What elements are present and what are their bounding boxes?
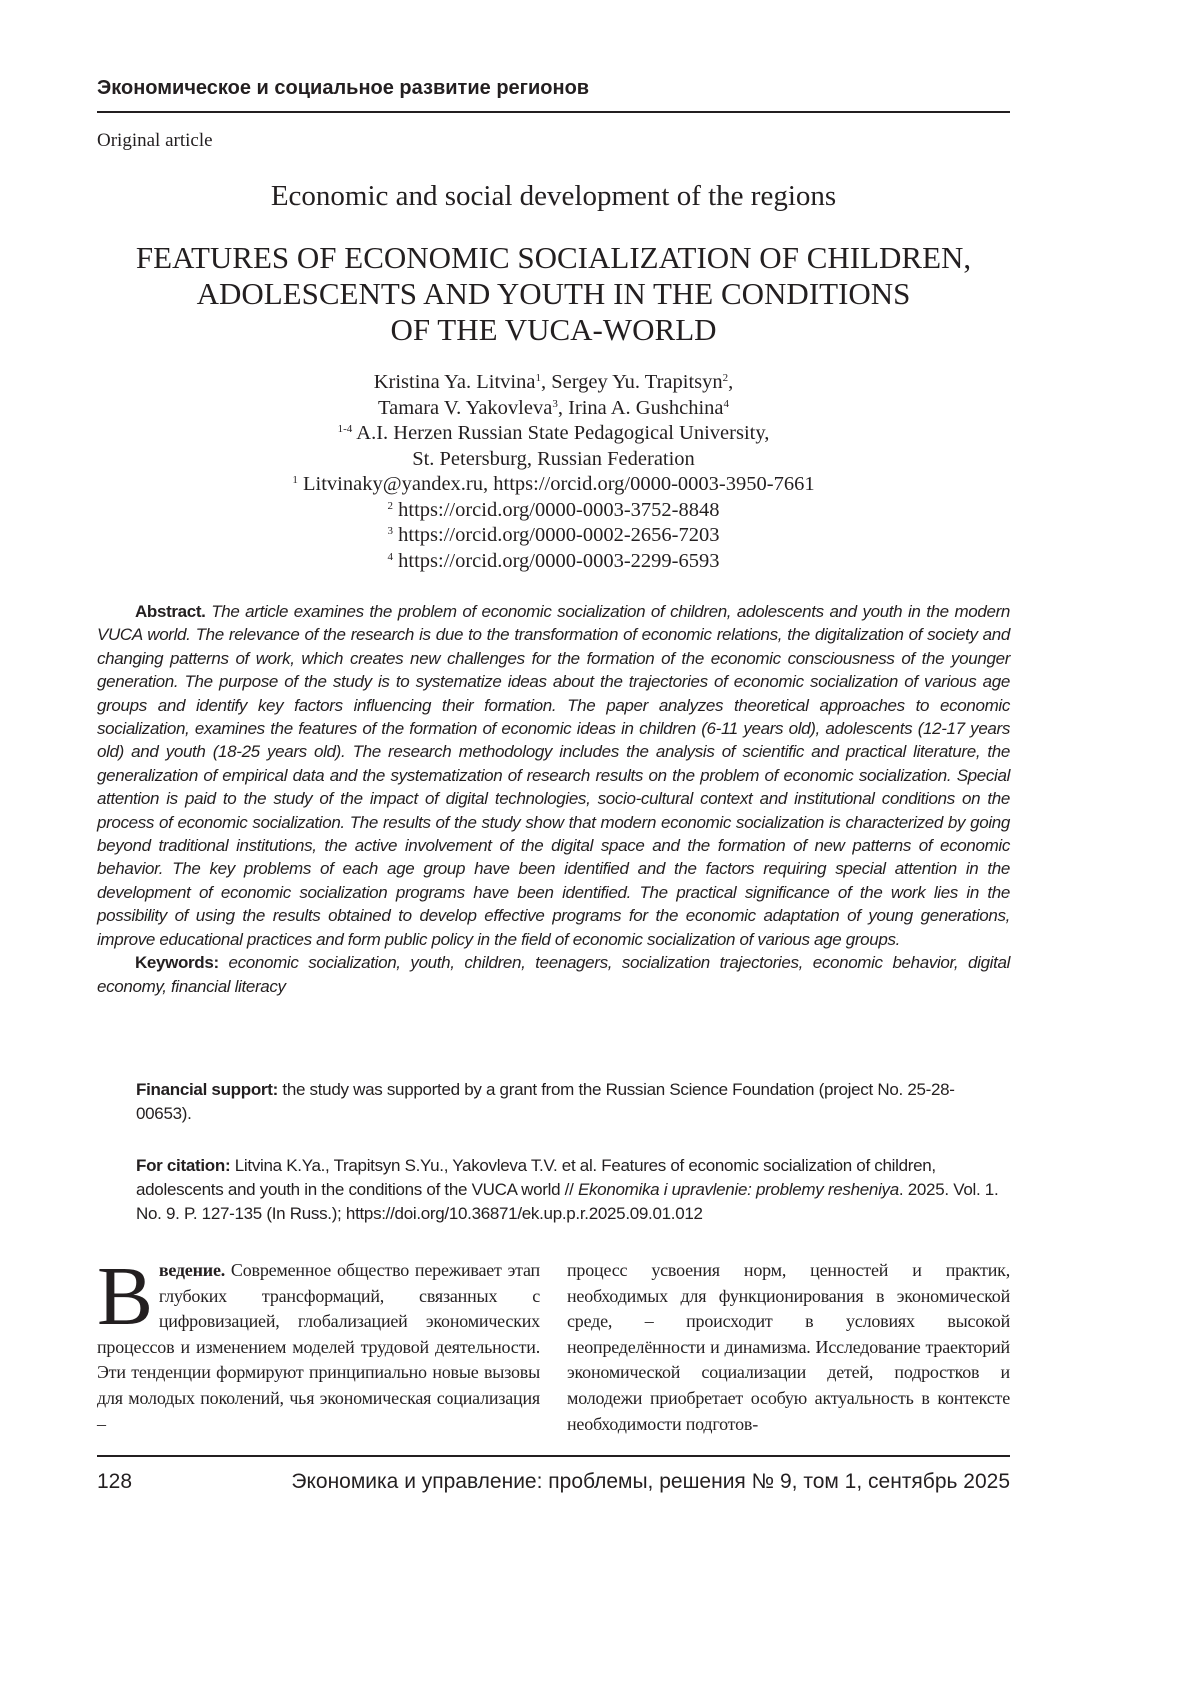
author: Sergey Yu. Trapitsyn [551, 371, 723, 393]
sup: 1 [292, 474, 298, 486]
sup: 3 [387, 525, 394, 537]
title-line: ADOLESCENTS AND YOUTH IN THE CONDITIONS [196, 276, 911, 311]
contact [0, 472, 1107, 498]
body-paragraph: Современное общество переживает этап глубоких трансформаций, связанных с цифровизацией, глобализацией экономических процессов и изменением моделей трудовой деятельности. Эти тенденции формируют принципиально новые вызовы для молодых поколений, чья экономическая социализация – [97, 1260, 540, 1434]
financial-support-label: Financial support: [136, 1080, 278, 1099]
footer-journal: Экономика и управление: проблемы, решения № 9, том 1, сентябрь 2025 [291, 1470, 1010, 1493]
running-head: Экономическое и социальное развитие регионов [97, 77, 590, 99]
financial-support [136, 1078, 1010, 1126]
orcid-link[interactable]: https://orcid.org/0000-0003-2299-6593 [398, 549, 720, 572]
authors-block [0, 370, 1107, 574]
sup: 2 [387, 499, 394, 512]
author: Kristina Ya. Litvina [373, 371, 536, 393]
financial-support-text: the study was supported by a grant from the Russian Science Foundation (project No. 25-28-00653). [136, 1080, 955, 1123]
authors-line-1: Kristina Ya. Litvina$^1$, Sergey Yu. Trapitsyn$^2$, [373, 371, 734, 393]
article-type: Original article [97, 130, 213, 151]
sup: 4 [387, 550, 394, 563]
article-title [0, 240, 1107, 348]
footer [97, 1470, 1010, 1494]
body-text [97, 1250, 1010, 1437]
title-line: FEATURES OF ECONOMIC SOCIALIZATION OF CHILDREN, [135, 240, 972, 275]
abstract [97, 600, 1010, 998]
footer-rule [97, 1455, 1010, 1457]
contact [0, 523, 1107, 549]
sup: 1-4 [337, 423, 353, 435]
affiliation-city: St. Petersburg, Russian Federation [412, 447, 695, 470]
header-rule [97, 111, 1010, 113]
authors-line-2: Tamara V. Yakovleva$^3$, Irina A. Gushchina$^4$ [378, 396, 729, 419]
keywords-label: Keywords: [135, 953, 219, 973]
keywords-text: economic socialization, youth, children, teenagers, socialization trajectories, economic behavior, digital economy, financial literacy [97, 953, 1011, 996]
sup: 4 [723, 397, 729, 410]
email-orcid-link[interactable]: Litvinaky@yandex.ru, https://orcid.org/0000-0003-3950-7661 [303, 473, 815, 495]
citation-text: Litvina K.Ya., Trapitsyn S.Yu., Yakovleva T.V. et al. Features of economic socialization of children, adolescents and youth in the conditions of the VUCA world // [136, 1156, 936, 1199]
body-column-right: процесс усвоения норм, ценностей и практик, необходимых для функционирования в экономической среде, – происходит в условиях высокой неопределённости и динамизма. Исследование траекторий экономической социализации детей, подростков и молодежи приобретает особую актуальность в контексте необходимости подготов- [567, 1260, 1010, 1434]
abstract-text: The article examines the problem of economic socialization of children, adolescents and youth in the modern VUCA world. The relevance of the research is due to the transformation of economic relations, the digitalization of society and changing patterns of work, which creates new challenges for the formation of the economic consciousness of the younger generation. The purpose of the study is to systematize ideas about the trajectories of economic socialization of various age groups and identify key factors influencing their formation. The paper analyzes theoretical approaches to economic socialization, examines the features of the formation of economic ideas in children (6-11 years old), adolescents (12-17 years old) and youth (18-25 years old). The research methodology includes the analysis of scientific and practical literature, the generalization of empirical data and the systematization of research results on the problem of economic socialization. Special attention is paid to the study of the impact of digital technologies, socio-cultural context and institutional conditions on the process of economic socialization. The results of the study show that modern economic socialization is characterized by going beyond traditional institutions, the active involvement of the digital space and the formation of new patterns of economic behavior. The key problems of each age group have been identified and the factors requiring special attention in the development of economic socialization programs have been identified. The practical significance of the work lies in the possibility of using the results obtained to develop effective programs for the economic adaptation of young generations, improve educational practices and form public policy in the field of economic socialization of various age groups. [97, 602, 1011, 949]
body-column-left [97, 1250, 540, 1437]
drop-cap: В [97, 1250, 153, 1343]
page-number: 128 [97, 1470, 133, 1493]
sup: 3 [552, 397, 558, 410]
title-line: OF THE VUCA-WORLD [390, 312, 717, 347]
sup: 2 [722, 372, 729, 384]
orcid-link[interactable]: https://orcid.org/0000-0003-3752-8848 [398, 498, 720, 521]
abstract-label: Abstract. [135, 602, 206, 621]
contact [0, 498, 1107, 524]
affiliation [0, 421, 1107, 447]
author: Tamara V. Yakovleva [378, 396, 553, 419]
citation [136, 1154, 1010, 1226]
citation-label: For citation: [136, 1156, 231, 1175]
affiliation-text: A.I. Herzen Russian State Pedagogical University, [356, 422, 770, 444]
sup: 1 [535, 372, 541, 384]
author: Irina A. Gushchina [568, 396, 724, 419]
contact [0, 549, 1107, 575]
citation-journal: Ekonomika i upravlenie: problemy resheniya [577, 1180, 899, 1199]
citation-doi[interactable]: . 2025. Vol. 1. No. 9. P. 127-135 (In Russ.); https://doi.org/10.36871/ek.up.p.r.2025.09.01.012 [136, 1180, 999, 1223]
intro-lead: ведение. [158, 1260, 226, 1280]
orcid-link[interactable]: https://orcid.org/0000-0002-2656-7203 [398, 524, 720, 546]
section-title: Economic and social development of the regions [270, 180, 837, 212]
